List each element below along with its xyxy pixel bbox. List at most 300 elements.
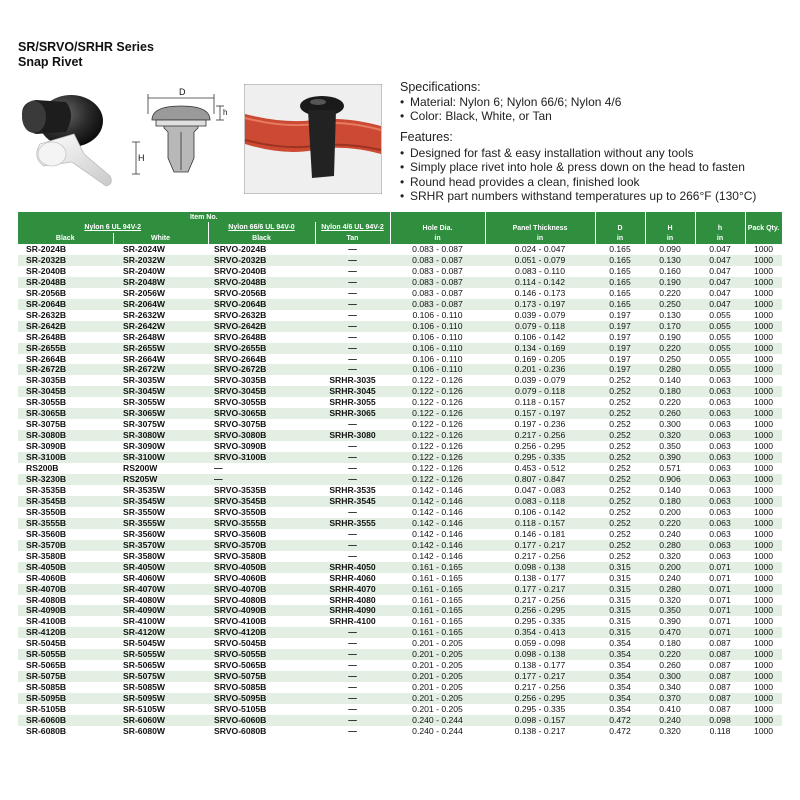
item-white: SR-5075W (113, 671, 208, 682)
big-h-value: 0.320 (659, 594, 681, 605)
item-srhr-tan: SRHR-3545 (315, 496, 390, 507)
small-h-value: 0.063 (695, 430, 745, 441)
d-value: 0.252 (609, 463, 631, 474)
item-white: SR-5065W (123, 660, 166, 671)
item-black: SR-2672B (18, 364, 113, 375)
item-white: SR-2032W (113, 255, 208, 266)
d-value: 0.252 (595, 540, 645, 551)
d-value: 0.315 (609, 594, 631, 605)
item-white: SR-4100W (123, 616, 166, 627)
item-white: SR-5095W (113, 693, 208, 704)
item-srhr-tan: — (315, 693, 390, 704)
panel-thickness-header: Panel Thickness (485, 212, 595, 233)
table-row (18, 255, 782, 266)
d-value: 0.252 (609, 375, 631, 386)
item-srvo-black: SRVO-3080B (208, 430, 315, 441)
hole-dia: 0.161 - 0.165 (390, 627, 485, 638)
pack-qty: 1000 (753, 397, 774, 408)
item-white: SR-2040W (123, 265, 166, 276)
table-row (18, 529, 782, 540)
big-h-value: 0.320 (645, 430, 695, 441)
item-white: SR-5045W (123, 638, 166, 649)
item-white: RS205W (113, 474, 208, 485)
item-srhr-tan: — (348, 528, 357, 539)
item-srvo-black: SRVO-2632B (214, 309, 267, 320)
table-row (18, 584, 782, 595)
unit-subheader: in (595, 233, 645, 244)
item-srvo-black: SRVO-6060B (208, 715, 315, 726)
unit-subheader: in (695, 233, 745, 244)
item-black: SR-3090B (26, 441, 67, 452)
item-srhr-tan: SRHR-4060 (329, 572, 376, 583)
item-srhr-tan: — (348, 244, 357, 254)
big-h-value: 0.090 (659, 244, 681, 254)
item-srvo-black: SRVO-2032B (208, 255, 315, 266)
item-white: SR-3545W (113, 496, 208, 507)
series-title: SR/SRVO/SRHR Series (18, 40, 154, 54)
big-h-value: 0.140 (659, 375, 681, 386)
item-srhr-tan: — (315, 452, 390, 463)
small-h-value: 0.063 (709, 375, 731, 386)
pack-qty: 1000 (745, 562, 782, 573)
panel-thickness: 0.295 - 0.335 (514, 704, 566, 715)
pack-qty: 1000 (753, 331, 774, 342)
pack-qty: 1000 (753, 704, 774, 715)
d-value: 0.252 (609, 419, 631, 430)
big-h-value: 0.200 (645, 562, 695, 573)
item-srvo-black: SRVO-2024B (214, 244, 267, 254)
pack-qty: 1000 (745, 452, 782, 463)
small-h-value: 0.071 (695, 584, 745, 595)
item-srhr-tan: SRHR-3555 (315, 518, 390, 529)
panel-thickness: 0.217 - 0.256 (514, 550, 566, 561)
item-srhr-tan: — (315, 299, 390, 310)
pack-qty: 1000 (753, 506, 774, 517)
pack-qty: 1000 (753, 419, 774, 430)
table-row (18, 244, 782, 255)
item-white: SR-3075W (123, 419, 166, 430)
d-value: 0.354 (609, 704, 631, 715)
panel-thickness: 0.177 - 0.217 (485, 540, 595, 551)
item-white: SR-6060W (113, 715, 208, 726)
small-h-value: 0.047 (709, 265, 731, 276)
item-black: SR-2664B (26, 353, 67, 364)
d-value: 0.354 (595, 649, 645, 660)
item-srvo-black: SRVO-4090B (208, 605, 315, 616)
item-srvo-black: SRVO-5105B (214, 704, 267, 715)
panel-thickness: 0.146 - 0.181 (514, 528, 566, 539)
item-white: SR-3055W (123, 397, 166, 408)
item-white: SR-2024W (123, 244, 166, 254)
item-srvo-black: SRVO-2655B (208, 343, 315, 354)
d-value: 0.252 (595, 474, 645, 485)
item-srhr-tan: — (348, 419, 357, 430)
item-black: SR-2642B (18, 321, 113, 332)
item-srvo-black: SRVO-3580B (214, 550, 267, 561)
pack-qty: 1000 (745, 277, 782, 288)
dimension-diagram (130, 84, 230, 194)
hole-dia: 0.161 - 0.165 (390, 605, 485, 616)
pack-qty: 1000 (753, 594, 774, 605)
hole-dia: 0.122 - 0.126 (390, 430, 485, 441)
item-srvo-black: SRVO-4050B (208, 562, 315, 573)
table-row (18, 310, 782, 321)
pack-qty: 1000 (745, 540, 782, 551)
panel-thickness: 0.256 - 0.295 (485, 693, 595, 704)
item-black: SR-3045B (18, 386, 113, 397)
hole-dia: 0.161 - 0.165 (390, 584, 485, 595)
item-black: SR-5045B (26, 638, 67, 649)
big-h-value: 0.190 (645, 277, 695, 288)
hole-dia: 0.122 - 0.126 (390, 474, 485, 485)
table-row (18, 682, 782, 693)
table-row (18, 485, 782, 496)
panel-thickness: 0.138 - 0.177 (514, 660, 566, 671)
item-white: SR-2655W (113, 343, 208, 354)
item-black: SR-3075B (26, 419, 67, 430)
small-h-value: 0.055 (695, 321, 745, 332)
table-row (18, 266, 782, 277)
d-value: 0.354 (609, 660, 631, 671)
big-h-value: 0.180 (645, 386, 695, 397)
panel-thickness: 0.098 - 0.138 (485, 649, 595, 660)
item-srvo-black: SRVO-5065B (214, 660, 267, 671)
big-h-value: 0.390 (645, 452, 695, 463)
item-srhr-tan: — (348, 331, 357, 342)
hole-dia: 0.240 - 0.244 (390, 715, 485, 726)
pack-qty: 1000 (745, 518, 782, 529)
big-h-value: 0.340 (659, 682, 681, 693)
hole-dia: 0.142 - 0.146 (412, 528, 463, 539)
hole-dia: 0.201 - 0.205 (390, 693, 485, 704)
panel-thickness: 0.453 - 0.512 (514, 463, 566, 474)
d-value: 0.252 (609, 484, 631, 495)
item-srhr-tan: SRHR-4080 (329, 594, 376, 605)
features-heading: Features: (400, 130, 453, 144)
small-h-value: 0.055 (709, 309, 731, 320)
item-white: SR-5105W (123, 704, 166, 715)
small-h-value: 0.087 (695, 649, 745, 660)
pack-qty: 1000 (753, 309, 774, 320)
item-white: SR-3035W (123, 375, 166, 386)
hole-dia: 0.142 - 0.146 (412, 484, 463, 495)
item-black: SR-3230B (18, 474, 113, 485)
pack-qty: 1000 (753, 375, 774, 386)
item-srhr-tan: SRHR-4070 (315, 584, 390, 595)
panel-thickness: 0.039 - 0.079 (514, 309, 566, 320)
item-black: SR-4080B (26, 594, 67, 605)
item-srvo-black: SRVO-2040B (214, 265, 267, 276)
big-h-value: 0.260 (659, 660, 681, 671)
item-black: SR-2648B (26, 331, 67, 342)
table-row (18, 649, 782, 660)
item-black: SR-5085B (26, 682, 67, 693)
item-white: SR-4120W (113, 627, 208, 638)
dimension-h-small-label: h (223, 108, 228, 117)
panel-thickness: 0.024 - 0.047 (514, 244, 566, 254)
d-value: 0.197 (595, 343, 645, 354)
hole-dia: 0.106 - 0.110 (412, 353, 463, 364)
item-white: SR-2048W (113, 277, 208, 288)
unit-subheader: in (390, 233, 485, 244)
white-rivet-image (37, 134, 112, 186)
item-white: SR-4060W (123, 572, 166, 583)
hole-dia: 0.122 - 0.126 (412, 441, 463, 452)
table-row (18, 715, 782, 726)
pack-qty: 1000 (745, 584, 782, 595)
big-h-value: 0.320 (659, 725, 681, 736)
table-row (18, 671, 782, 682)
d-value: 0.354 (609, 638, 631, 649)
hole-dia: 0.122 - 0.126 (390, 408, 485, 419)
item-srvo-black: SRVO-5075B (208, 671, 315, 682)
item-srvo-black: SRVO-6080B (214, 725, 267, 736)
small-h-value: 0.047 (695, 277, 745, 288)
small-h-value: 0.071 (709, 572, 731, 583)
panel-thickness: 0.169 - 0.205 (514, 353, 566, 364)
panel-thickness: 0.197 - 0.236 (514, 419, 566, 430)
small-h-value: 0.063 (709, 506, 731, 517)
d-value: 0.252 (595, 518, 645, 529)
panel-thickness: 0.118 - 0.157 (485, 518, 595, 529)
nylon46-header: Nylon 4/6 UL 94V-2 (315, 222, 390, 233)
small-h-value: 0.063 (695, 496, 745, 507)
panel-thickness: 0.354 - 0.413 (485, 627, 595, 638)
item-srhr-tan: SRHR-4050 (315, 562, 390, 573)
item-black: SR-3580B (26, 550, 67, 561)
item-srvo-black: SRVO-3545B (208, 496, 315, 507)
hole-dia: 0.142 - 0.146 (390, 518, 485, 529)
d-value: 0.252 (609, 441, 631, 452)
big-h-header: H (645, 212, 695, 233)
panel-thickness: 0.201 - 0.236 (485, 364, 595, 375)
item-white: SR-3535W (123, 484, 166, 495)
item-srvo-black: SRVO-2664B (214, 353, 267, 364)
item-black: SR-4050B (18, 562, 113, 573)
dimension-d-label: D (179, 87, 186, 97)
table-row (18, 605, 782, 616)
big-h-value: 0.250 (645, 299, 695, 310)
small-h-value: 0.063 (695, 386, 745, 397)
pack-qty: 1000 (753, 725, 774, 736)
d-value: 0.252 (609, 550, 631, 561)
table-row (18, 375, 782, 386)
item-white: RS200W (123, 463, 158, 474)
item-black: SR-5055B (18, 649, 113, 660)
item-white: SR-3560W (123, 528, 166, 539)
panel-thickness: 0.106 - 0.142 (514, 331, 566, 342)
panel-thickness: 0.807 - 0.847 (485, 474, 595, 485)
hole-dia: 0.201 - 0.205 (412, 682, 463, 693)
item-white: SR-3065W (113, 408, 208, 419)
big-h-value: 0.190 (659, 331, 681, 342)
item-black: SR-2024B (26, 244, 67, 254)
table-row (18, 354, 782, 365)
bullet-icon: • (400, 189, 405, 203)
table-row (18, 704, 782, 715)
hole-dia: 0.122 - 0.126 (412, 375, 463, 386)
unit-subheader: in (485, 233, 595, 244)
item-srvo-black: — (208, 474, 315, 485)
big-h-value: 0.280 (645, 364, 695, 375)
item-srhr-tan: — (315, 364, 390, 375)
item-srhr-tan: — (315, 255, 390, 266)
hole-dia: 0.161 - 0.165 (412, 572, 463, 583)
item-srvo-black: SRVO-2672B (208, 364, 315, 375)
item-black: SR-4100B (26, 616, 67, 627)
big-h-value: 0.130 (645, 255, 695, 266)
table-row (18, 441, 782, 452)
specifications-heading: Specifications: (400, 80, 481, 94)
item-srvo-black: SRVO-2056B (214, 287, 267, 298)
pack-qty: 1000 (745, 386, 782, 397)
small-h-value: 0.063 (709, 484, 731, 495)
big-h-value: 0.320 (659, 550, 681, 561)
d-value: 0.197 (609, 309, 631, 320)
item-black: SR-4070B (18, 584, 113, 595)
table-row (18, 540, 782, 551)
d-value: 0.354 (609, 682, 631, 693)
small-h-value: 0.055 (695, 364, 745, 375)
table-row (18, 288, 782, 299)
big-h-value: 0.220 (659, 397, 681, 408)
page-title (18, 40, 154, 70)
big-h-value: 0.140 (659, 484, 681, 495)
item-srvo-black: SRVO-4100B (214, 616, 267, 627)
pack-qty: 1000 (753, 616, 774, 627)
table-row (18, 386, 782, 397)
big-h-value: 0.180 (659, 638, 681, 649)
panel-thickness: 0.138 - 0.177 (514, 572, 566, 583)
table-row (18, 616, 782, 627)
hole-dia: 0.240 - 0.244 (412, 725, 463, 736)
item-srvo-black: SRVO-3560B (214, 528, 267, 539)
hole-dia: 0.106 - 0.110 (390, 343, 485, 354)
item-srhr-tan: — (315, 474, 390, 485)
d-value: 0.165 (595, 255, 645, 266)
feature-item: • Round head provides a clean, finished look (400, 174, 640, 189)
item-srvo-black: SRVO-5095B (208, 693, 315, 704)
item-srvo-black: SRVO-4070B (208, 584, 315, 595)
pack-qty: 1000 (745, 649, 782, 660)
table-row (18, 638, 782, 649)
item-black: SR-4120B (18, 627, 113, 638)
item-srvo-black: SRVO-2048B (208, 277, 315, 288)
big-h-value: 0.240 (659, 572, 681, 583)
item-black: SR-2064B (18, 299, 113, 310)
item-white: SR-4080W (123, 594, 166, 605)
big-h-value: 0.220 (659, 287, 681, 298)
feature-item: • Simply place rivet into hole & press down on the head to fasten (400, 160, 745, 174)
item-srvo-black: SRVO-3075B (214, 419, 267, 430)
small-h-value: 0.063 (695, 474, 745, 485)
bullet-icon: • (400, 95, 405, 109)
panel-thickness: 0.173 - 0.197 (485, 299, 595, 310)
d-value: 0.315 (595, 627, 645, 638)
item-black: SR-5065B (26, 660, 67, 671)
dimension-h-big-label: H (138, 153, 145, 163)
hole-dia: 0.201 - 0.205 (412, 638, 463, 649)
big-h-value: 0.300 (645, 671, 695, 682)
pack-qty-header: Pack Qty. (745, 212, 782, 244)
small-h-value: 0.063 (695, 518, 745, 529)
pack-qty: 1000 (745, 430, 782, 441)
item-black: SR-2056B (26, 287, 67, 298)
item-black: SR-2032B (18, 255, 113, 266)
hole-dia: 0.106 - 0.110 (390, 364, 485, 375)
black-subheader: Black (18, 233, 113, 244)
item-white: SR-4090W (113, 605, 208, 616)
big-h-value: 0.220 (645, 518, 695, 529)
item-srvo-black: SRVO-3100B (208, 452, 315, 463)
small-h-value: 0.047 (695, 255, 745, 266)
d-value: 0.252 (595, 452, 645, 463)
hole-dia: 0.106 - 0.110 (390, 321, 485, 332)
item-black: SR-5105B (26, 704, 67, 715)
big-h-value: 0.200 (659, 506, 681, 517)
item-white: SR-2632W (123, 309, 166, 320)
item-srhr-tan: — (315, 649, 390, 660)
hole-dia: 0.083 - 0.087 (390, 299, 485, 310)
item-srhr-tan: — (348, 725, 357, 736)
small-h-value: 0.063 (695, 452, 745, 463)
item-srhr-tan: — (315, 540, 390, 551)
item-white: SR-3090W (123, 441, 166, 452)
item-white: SR-2056W (123, 287, 166, 298)
panel-thickness: 0.134 - 0.169 (485, 343, 595, 354)
small-h-value: 0.063 (709, 441, 731, 452)
item-black: SR-2040B (26, 265, 67, 276)
table-row (18, 299, 782, 310)
item-black: SR-3080B (18, 430, 113, 441)
item-black: RS200B (26, 463, 59, 474)
panel-thickness: 0.217 - 0.256 (514, 594, 566, 605)
item-srhr-tan: — (348, 265, 357, 276)
item-black: SR-2048B (18, 277, 113, 288)
d-value: 0.165 (609, 265, 631, 276)
pack-qty: 1000 (753, 353, 774, 364)
item-white: SR-3555W (113, 518, 208, 529)
pack-qty: 1000 (753, 572, 774, 583)
pack-qty: 1000 (745, 299, 782, 310)
table-row (18, 518, 782, 529)
black-subheader: Black (208, 233, 315, 244)
pack-qty: 1000 (753, 484, 774, 495)
item-black: SR-3535B (26, 484, 67, 495)
item-srvo-black: SRVO-2064B (208, 299, 315, 310)
d-value: 0.252 (609, 528, 631, 539)
item-no-header: Item No. (18, 212, 390, 222)
pack-qty: 1000 (745, 605, 782, 616)
hole-dia: 0.083 - 0.087 (390, 255, 485, 266)
d-value: 0.252 (595, 496, 645, 507)
item-black: SR-4090B (18, 605, 113, 616)
d-value: 0.315 (595, 605, 645, 616)
hole-dia: 0.083 - 0.087 (412, 265, 463, 276)
d-value: 0.165 (609, 244, 631, 254)
table-row (18, 343, 782, 354)
item-white: SR-4070W (113, 584, 208, 595)
item-black: SR-3560B (26, 528, 67, 539)
d-value: 0.165 (595, 277, 645, 288)
big-h-value: 0.390 (659, 616, 681, 627)
item-white: SR-6080W (123, 725, 166, 736)
small-h-value: 0.071 (695, 605, 745, 616)
installed-rivet-photo (244, 84, 382, 194)
hole-dia: 0.142 - 0.146 (390, 540, 485, 551)
small-h-value: 0.071 (709, 594, 731, 605)
d-value: 0.315 (595, 562, 645, 573)
